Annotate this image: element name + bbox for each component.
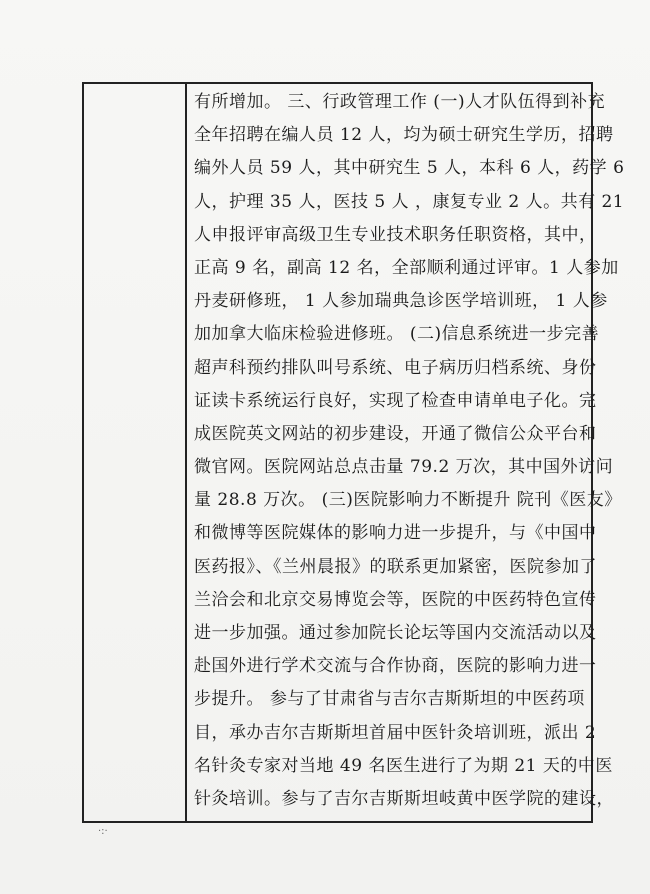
text-line: 加加拿大临床检验进修班。 (二)信息系统进一步完善 (194, 324, 600, 345)
text-line: 成医院英文网站的初步建设，开通了微信公众平台和 (194, 423, 597, 444)
text-line: 赴国外进行学术交流与合作协商，医院的影响力进一 (194, 656, 597, 677)
text-line: 目，承办吉尔吉斯斯坦首届中医针灸培训班，派出 2 (194, 722, 597, 743)
text-line: 和微博等医院媒体的影响力进一步提升，与《中国中 (194, 523, 597, 544)
text-line: 进一步加强。通过参加院长论坛等国内交流活动以及 (194, 623, 597, 643)
text-line: 量 28.8 万次。 (三)医院影响力不断提升 院刊《医友》 (194, 490, 622, 511)
text-line: 有所增加。 三、行政管理工作 (一)人才队伍得到补充 (194, 92, 606, 112)
text-line: 证读卡系统运行良好，实现了检查申请单电子化。完 (194, 390, 597, 411)
text-line: 步提升。 参与了甘肃省与吉尔吉斯斯坦的中医药项 (194, 689, 585, 710)
text-line: 微官网。医院网站总点击量 79.2 万次，其中国外访问 (194, 457, 614, 478)
text-line: 医药报》、《兰州晨报》的联系更加紧密，医院参加了 (194, 556, 597, 577)
text-line: 正高 9 名，副高 12 名，全部顺利通过评审。1 人参加 (194, 257, 619, 278)
text-line: 编外人员 59 人，其中研究生 5 人，本科 6 人，药学 6 (194, 158, 625, 179)
text-line: 全年招聘在编人员 12 人，均为硕士研究生学历，招聘 (194, 125, 614, 146)
text-line: 针灸培训。参与了吉尔吉斯斯坦岐黄中医学院的建设， (194, 788, 614, 809)
text-line: 人申报评审高级卫生专业技术职务任职资格，其中， (194, 224, 597, 245)
text-line: 兰洽会和北京交易博览会等，医院的中医药特色宣传 (194, 589, 597, 610)
column-divider (185, 82, 187, 823)
scan-speck: ·:· (98, 826, 108, 837)
text-line: 超声科预约排队叫号系统、电子病历归档系统、身份 (194, 357, 597, 378)
report-text (194, 86, 625, 816)
text-line: 丹麦研修班， 1 人参加瑞典急诊医学培训班， 1 人参 (194, 291, 608, 312)
text-line: 人，护理 35 人，医技 5 人 ，康复专业 2 人。共有 21 (194, 191, 625, 212)
text-line: 名针灸专家对当地 49 名医生进行了为期 21 天的中医 (194, 755, 613, 776)
